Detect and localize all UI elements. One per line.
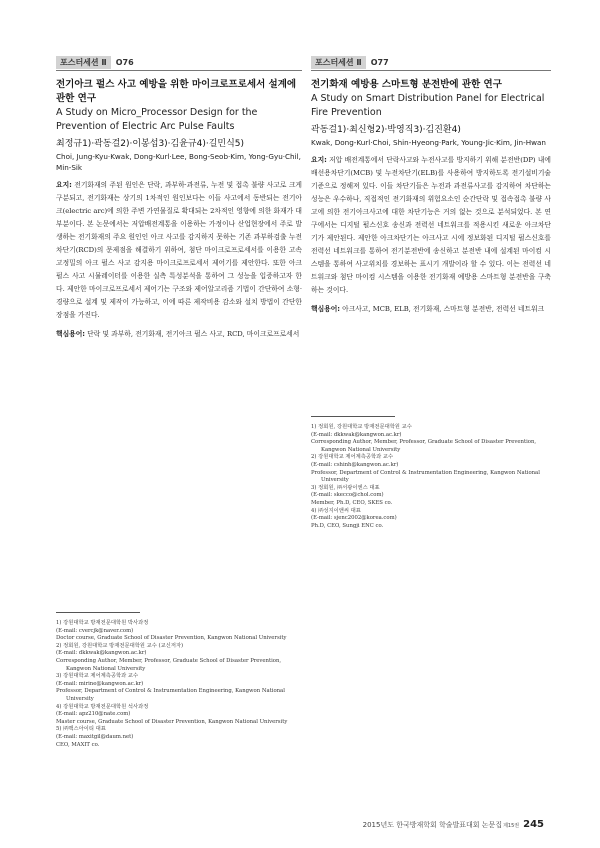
footnote-line: (E-mail: maxitgil@daum.net) (56, 733, 134, 740)
keywords-text: 아크사고, MCB, ELB, 전기화재, 스마트형 분전반, 전력선 네트워크 (342, 305, 545, 313)
footnote-line: (E-mail: apz210@nate.com) (56, 711, 131, 718)
proceedings-title: 2015년도 한국방재학회 학술발표대회 논문집 (362, 821, 503, 829)
keywords (311, 303, 551, 316)
footnote-line: Corresponding Author, Member, Professor, Graduate School of Disaster Prevention, Kangwon National University (56, 657, 282, 672)
footnote-line: (E-mail: dkkwak@kangwon.ac.kr) (56, 650, 147, 657)
footnote-line: (E-mail: cvercjk@naver.com) (56, 627, 134, 634)
session-tag: 포스터세션 Ⅱ (56, 56, 111, 69)
authors-english: Choi, Jung-Kyu·Kwak, Dong-Kurl·Lee, Bong-Seob·Kim, Yong-Gyu·Chil, Min-Sik (56, 152, 301, 172)
footnote-line: (E-mail: mirine@kangwon.ac.kr) (56, 680, 144, 687)
footnote-rule (56, 612, 140, 613)
footnote-line: Corresponding Author, Member, Professor, Graduate School of Disaster Prevention, Kangwon National University (311, 439, 537, 453)
footnote-line: (E-mail: sjenc2002@korea.com) (311, 515, 397, 522)
footnote-line: Doctor course, Graduate School of Disaster Prevention, Kangwon National University (56, 635, 287, 642)
footnote-line: 3) 정회원, ㈜서광이엔스 대표 (311, 484, 380, 491)
abstract (311, 154, 551, 297)
footnote-line: 5) ㈜맥스아이티 대표 (56, 726, 106, 733)
footnote-line: 2) 강원대학교 제어계측공학과 교수 (311, 454, 394, 461)
footnote-line: Master course, Graduate School of Disaster Prevention, Kangwon National University (56, 718, 288, 725)
footnote-line: Professor, Department of Control & Instrumentation Engineering, Kangwon National University (311, 469, 540, 484)
title-korean: 전기화재 예방용 스마트형 분전반에 관한 연구 (311, 79, 502, 90)
footnote-line: 1) 정회원, 강원대학교 방재전문대학원 교수 (311, 424, 412, 430)
article-code: O77 (370, 57, 389, 67)
footnote-rule (311, 416, 395, 417)
authors-korean: 곽동걸1)·최신형2)·박영직3)·김진환4) (311, 125, 461, 135)
abstract-label: 요지: (56, 181, 72, 189)
abstract-text: 전기화재의 주된 원인은 단락, 과부하·과전류, 누전 및 접촉 불량 사고로 크게 구분되고, 전기화재는 상기의 1차적인 원인보다는 이들 사고에서 동반되는 전기아크(electric arc)에 의한 주변 가연물질로 확대되는 2차적인 영향에 의한 화재가 대부분이다. 본 논문에서는 저압배전계통을 이용하는 가정이나 산업현장에서 주로 발생하는 전기화재의 주요 원인인 아크 사고를 감지하지 못하는 기존 과부하검출 누전차단기(RCD)의 문제점을 해결하기 위하여, 첨단 마이크로프로세서를 이용한 고속 고정밀의 아크 펄스 사고 감지용 마이크로프로세서 제어기를 제안한다. 또한 아크 펄스 사고 시뮬레이터를 이용한 실측 특성분석을 통하여 그 성능을 입증하고자 한다. 제안한 마이크로프로세서 제어기는 구조와 제어알고리즘 기법이 간단하여 소형·경량으로 설계 및 제작이 가능하고, 이에 따른 제작비용 감소와 설치 방법이 간단한 장점을 가진다. (56, 181, 302, 319)
title-english: A Study on Smart Distribution Panel for Electrical Fire Prevention (311, 93, 545, 118)
footnote-line: CEO, MAXIT co. (56, 741, 100, 748)
footnote-line: (E-mail: skecco@chol.com) (311, 492, 384, 499)
article-o77 (311, 56, 551, 316)
footnote-line: 3) 강원대학교 제어계측공학과 교수 (56, 673, 139, 680)
keywords-label: 핵심용어: (311, 305, 340, 313)
article-code: O76 (115, 57, 134, 67)
authors-korean: 최정규1)·곽동걸2)·이봉섭3)·김윤규4)·길민식5) (56, 139, 245, 149)
footnote-line: 2) 정회원, 강원대학교 방재전문대학원 교수 (교신저자) (56, 642, 184, 649)
abstract (56, 179, 302, 322)
volume-mark: 제15권 (503, 823, 520, 829)
keywords (56, 328, 302, 341)
session-header (56, 56, 302, 71)
page-number: 245 (523, 819, 544, 830)
session-tag: 포스터세션 Ⅱ (311, 56, 366, 69)
keywords-label: 핵심용어: (56, 330, 85, 338)
footnotes-left (56, 620, 302, 749)
footnotes-right (311, 424, 551, 530)
session-header (311, 56, 551, 71)
footnote-line: 1) 강원대학교 방재전문대학원 박사과정 (56, 620, 149, 626)
keywords-text: 단락 및 과부하, 전기화재, 전기아크 펄스 사고, RCD, 마이크로프로세서 (87, 330, 300, 338)
footnote-line: (E-mail: cshinh@kangwon.ac.kr) (311, 461, 399, 468)
abstract-label: 요지: (311, 156, 327, 164)
page-footer (363, 819, 544, 830)
footnote-line: Professor, Department of Control & Instrumentation Engineering, Kangwon National University (56, 688, 285, 702)
authors-english: Kwak, Dong-Kurl·Choi, Shin-Hyeong·Park, Young-Jic·Kim, Jin-Hwan (311, 138, 546, 147)
footnote-line: (E-mail: dkkwak@kangwon.ac.kr) (311, 431, 402, 438)
abstract-text: 저압 배전계통에서 단락사고와 누전사고를 방지하기 위해 분전반(DP) 내에 배선용차단기(MCB) 및 누전차단기(ELB)를 사용하여 방지하도록 전기설비기술기준으로 정해져 있다. 이들 차단기들은 누전과 과전류사고를 감지하여 차단하는 성능은 우수하나, 직접적인 전기화재의 위험요소인 순간단락 및 접속접촉 불량 사고에 의한 전기아크사고에 대한 차단기능은 거의 없는 것으로 분석되었다. 본 연구에서는 디지털 펄스신호 송신과 전력선 네트워크를 적용시킨 새로운 아크차단기가 제안된다. 제안한 아크차단기는 아크사고 시에 정보화된 디지털 펄스신호를 전력선 네트워크를 통하여 전기분전반에 송신하고 분전반 내에 설계된 마이컴 시스템을 통하여 사고위치를 경보하는 표시기 개발이라 할 수 있다. 이는 전력선 네트워크와 첨단 마이컴 시스템을 이용한 전기화재 예방용 스마트형 분전반을 구축하는 것이다. (311, 156, 551, 294)
footnote-line: 4) 강원대학교 방재전문대학원 석사과정 (56, 703, 149, 710)
footnote-line: Member, Ph.D, CEO, SKES co. (311, 499, 393, 506)
title-english: A Study on Micro_Processor Design for the Prevention of Electric Arc Pulse Faults (56, 107, 258, 132)
title-korean: 전기아크 펄스 사고 예방을 위한 마이크로프로세서 설계에 관한 연구 (56, 79, 297, 104)
article-o76 (56, 56, 302, 341)
footnote-line: 4) ㈜성지이앤씨 대표 (311, 507, 361, 514)
footnote-line: Ph.D, CEO, Sungji ENC co. (311, 522, 384, 529)
